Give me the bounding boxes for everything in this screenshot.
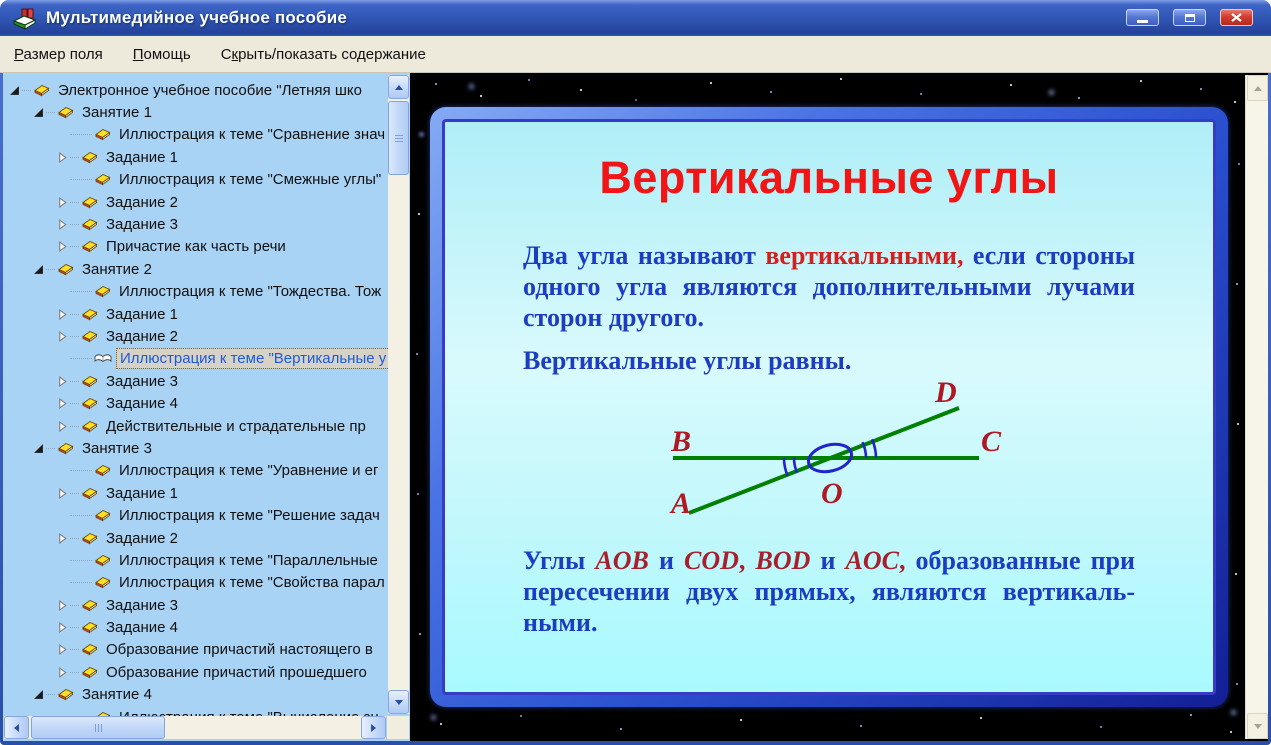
tree-connector (70, 582, 92, 583)
tree-item-label: Задание 3 (106, 216, 179, 234)
expander-collapsed-icon[interactable] (57, 197, 70, 208)
point-label-C: C (981, 425, 1002, 458)
tree-item[interactable] (3, 370, 410, 392)
expander-expanded-icon[interactable] (33, 264, 46, 275)
tree-item[interactable] (3, 213, 410, 235)
tree-connector (70, 179, 92, 180)
window-controls (1126, 9, 1253, 26)
expander-spacer (57, 353, 70, 364)
tree-connector (70, 134, 92, 135)
tree-item[interactable] (3, 303, 410, 325)
scroll-right-icon (371, 724, 376, 732)
window-title: Мультимедийное учебное пособие (46, 8, 348, 27)
tree-connector (70, 246, 79, 247)
expander-spacer (57, 174, 70, 185)
tree-connector (70, 605, 79, 606)
scroll-up-icon (395, 85, 403, 90)
book-icon (81, 487, 98, 500)
content-panel (410, 73, 1268, 741)
tree-item[interactable] (3, 146, 410, 168)
tree-item-label: Электронное учебное пособие "Летняя шко (58, 81, 362, 99)
statement-paragraph: Вертикальные углы равны. (523, 346, 852, 375)
tree-item[interactable] (3, 549, 410, 571)
point-label-D: D (935, 378, 957, 409)
tree-item[interactable] (3, 124, 410, 146)
tree-item[interactable] (3, 504, 410, 526)
books-app-icon (12, 8, 38, 30)
tree-item-label: Иллюстрация к теме "Решение задач (119, 507, 380, 525)
tree-item-label: Действительные и страдательные пр (106, 417, 366, 435)
title-bar[interactable] (0, 0, 1271, 36)
tree-connector (70, 291, 92, 292)
tree-connector (70, 403, 79, 404)
tree-item-label: Иллюстрация к теме "Тождества. Тож (119, 283, 382, 301)
point-label-O: O (821, 477, 843, 510)
slide-title: Вертикальные углы (599, 152, 1059, 203)
expander-collapsed-icon[interactable] (57, 241, 70, 252)
menu-item-toggle-contents[interactable]: Скрыть/показать содержание (220, 45, 426, 63)
book-icon (57, 688, 74, 701)
tree-connector (70, 426, 79, 427)
tree-item[interactable] (3, 236, 410, 258)
expander-collapsed-icon[interactable] (57, 219, 70, 230)
expander-collapsed-icon[interactable] (57, 488, 70, 499)
tree-item[interactable] (3, 79, 410, 101)
tree-item[interactable] (3, 169, 410, 191)
expander-spacer (57, 510, 70, 521)
tree-item[interactable] (3, 348, 410, 370)
thumb-grip-icon (98, 724, 99, 732)
tree-item-label: Образование причастий настоящего в (106, 641, 373, 659)
tree-item-label: Занятие 4 (82, 686, 152, 704)
tree-item-label: Занятие 1 (82, 104, 152, 122)
book-icon (81, 218, 98, 231)
book-icon (81, 666, 98, 679)
scroll-down-icon (395, 700, 403, 705)
book-icon (57, 263, 74, 276)
scroll-up-icon (1254, 86, 1262, 91)
slide-content (442, 119, 1216, 695)
expander-spacer (57, 286, 70, 297)
scroll-left-icon (14, 724, 19, 732)
tree-connector (70, 493, 79, 494)
book-icon (94, 464, 111, 477)
menu-bar (0, 36, 1271, 73)
contents-tree (3, 73, 410, 741)
expander-collapsed-icon[interactable] (57, 152, 70, 163)
vertical-angles-diagram (621, 378, 1021, 528)
scroll-right-button[interactable] (361, 716, 386, 739)
tree-item[interactable] (3, 527, 410, 549)
tree-item-label: Задание 2 (106, 529, 179, 547)
tree-connector (70, 157, 79, 158)
tree-item-label: Причастие как часть речи (106, 238, 286, 256)
tree-item-label: Иллюстрация к теме "Параллельные (119, 551, 378, 569)
tree-item-label: Задание 1 (106, 305, 179, 323)
expander-collapsed-icon[interactable] (57, 398, 70, 409)
book-icon (81, 240, 98, 253)
tree-item-label: Иллюстрация к теме "Свойства парал (119, 574, 385, 592)
open-book-icon (94, 353, 112, 365)
definition-paragraph: Два угла называют вертикальными, если стороны одного угла являются дополнительными лучами сторон другого. (523, 241, 1135, 332)
minimize-button[interactable] (1126, 9, 1159, 26)
expander-expanded-icon[interactable] (33, 443, 46, 454)
tree-item[interactable] (3, 594, 410, 616)
expander-expanded-icon[interactable] (33, 107, 46, 118)
tree-connector (46, 269, 55, 270)
tree-item[interactable] (3, 101, 410, 123)
tree-connector (46, 694, 55, 695)
starfield-decoration (410, 73, 413, 76)
tree-connector (70, 627, 79, 628)
maximize-button[interactable] (1173, 9, 1206, 26)
tree-item-label: Задание 4 (106, 619, 179, 637)
tree-vertical-scrollbar[interactable] (388, 75, 409, 714)
main-area (3, 73, 1268, 741)
tree-item[interactable] (3, 661, 410, 683)
book-icon (81, 151, 98, 164)
tree-connector (70, 314, 79, 315)
expander-expanded-icon[interactable] (9, 85, 22, 96)
book-icon (57, 106, 74, 119)
thumb-grip-icon (395, 138, 403, 139)
book-icon (81, 308, 98, 321)
menu-item-help[interactable]: Помощь (132, 45, 191, 63)
tree-item[interactable] (3, 437, 410, 459)
book-icon (81, 599, 98, 612)
tree-item-label: Иллюстрация к теме "Сравнение знач (119, 126, 386, 144)
point-label-B: B (671, 425, 692, 458)
tree-connector (70, 649, 79, 650)
menu-item-field-size[interactable]: Размер поля (14, 45, 103, 63)
book-icon (33, 84, 50, 97)
content-vertical-scrollbar[interactable] (1245, 75, 1268, 739)
book-icon (81, 330, 98, 343)
expander-expanded-icon[interactable] (33, 689, 46, 700)
expander-collapsed-icon[interactable] (57, 421, 70, 432)
expander-collapsed-icon[interactable] (57, 622, 70, 633)
tree-connector (70, 560, 92, 561)
scroll-down-icon (1254, 724, 1262, 729)
tree-item-label: Задание 2 (106, 327, 179, 345)
tree-connector (70, 202, 79, 203)
tree-item-label: Образование причастий прошедшего (106, 663, 367, 681)
expander-spacer (57, 129, 70, 140)
book-icon (94, 173, 111, 186)
point-label-A: A (671, 487, 692, 520)
book-icon (81, 532, 98, 545)
expander-collapsed-icon[interactable] (57, 331, 70, 342)
book-icon (94, 576, 111, 589)
horizontal-scroll-thumb[interactable] (31, 716, 165, 739)
tree-item[interactable] (3, 460, 410, 482)
maximize-icon (1185, 14, 1195, 22)
book-icon (81, 397, 98, 410)
tree-item[interactable] (3, 191, 410, 213)
tree-item-label: Иллюстрация к теме "Вертикальные у (117, 349, 389, 368)
expander-spacer (57, 555, 70, 566)
tree-item-label: Иллюстрация к теме "Смежные углы" (119, 171, 382, 189)
expander-collapsed-icon[interactable] (57, 644, 70, 655)
book-icon (94, 554, 111, 567)
tree-item-label: Задание 1 (106, 148, 179, 166)
expander-collapsed-icon[interactable] (57, 376, 70, 387)
tree-item-label: Занятие 2 (82, 260, 152, 278)
expander-collapsed-icon[interactable] (57, 600, 70, 611)
tree-item[interactable] (3, 616, 410, 638)
tree-item[interactable] (3, 415, 410, 437)
tree-item-label: Задание 3 (106, 596, 179, 614)
tree-connector (70, 672, 79, 673)
expander-collapsed-icon[interactable] (57, 533, 70, 544)
tree-connector (70, 336, 79, 337)
book-icon (94, 285, 111, 298)
book-icon (81, 196, 98, 209)
angles-paragraph: Углы AOB и COD, BOD и AOC, образованные при пересечении двух прямых, являются вертикаль- ными. (523, 546, 1135, 637)
vertical-scroll-thumb[interactable] (388, 101, 409, 175)
tree-connector (46, 448, 55, 449)
angle-AOB-arc (784, 458, 788, 476)
tree-connector (70, 515, 92, 516)
expander-spacer (57, 465, 70, 476)
contents-tree-panel (3, 73, 410, 741)
expander-spacer (57, 577, 70, 588)
tree-item[interactable] (3, 639, 410, 661)
book-icon (94, 509, 111, 522)
book-icon (57, 442, 74, 455)
scrollbar-corner (387, 716, 409, 739)
tree-item-label: Задание 4 (106, 395, 179, 413)
scroll-down-button[interactable] (388, 690, 409, 714)
scroll-up-button[interactable] (388, 75, 409, 99)
tree-item[interactable] (3, 684, 410, 706)
expander-collapsed-icon[interactable] (57, 309, 70, 320)
book-icon (81, 621, 98, 634)
scroll-down-button[interactable] (1247, 713, 1268, 739)
book-icon (81, 375, 98, 388)
close-button[interactable] (1220, 9, 1253, 26)
book-icon (81, 420, 98, 433)
tree-horizontal-scrollbar[interactable] (4, 716, 386, 739)
book-icon (81, 643, 98, 656)
expander-collapsed-icon[interactable] (57, 667, 70, 678)
tree-item-label: Занятие 3 (82, 439, 152, 457)
tree-item[interactable] (3, 482, 410, 504)
tree-item[interactable] (3, 325, 410, 347)
scroll-up-button[interactable] (1247, 75, 1268, 101)
tree-item-label: Задание 1 (106, 484, 179, 502)
tree-connector (70, 358, 92, 359)
close-icon (1231, 13, 1242, 22)
tree-item-label: Иллюстрация к теме "Уравнение и ег (119, 462, 379, 480)
tree-connector (70, 224, 79, 225)
tree-item-label: Задание 2 (106, 193, 179, 211)
tree-connector (70, 538, 79, 539)
tree-item[interactable] (3, 281, 410, 303)
tree-connector (70, 470, 92, 471)
tree-item[interactable] (3, 258, 410, 280)
tree-item[interactable] (3, 392, 410, 414)
book-icon (94, 128, 111, 141)
tree-connector (22, 90, 31, 91)
tree-item-label: Задание 3 (106, 372, 179, 390)
scroll-left-button[interactable] (4, 716, 29, 739)
minimize-icon (1137, 20, 1148, 23)
tree-connector (70, 381, 79, 382)
slide-frame (430, 107, 1228, 707)
tree-item[interactable] (3, 572, 410, 594)
tree-connector (46, 112, 55, 113)
